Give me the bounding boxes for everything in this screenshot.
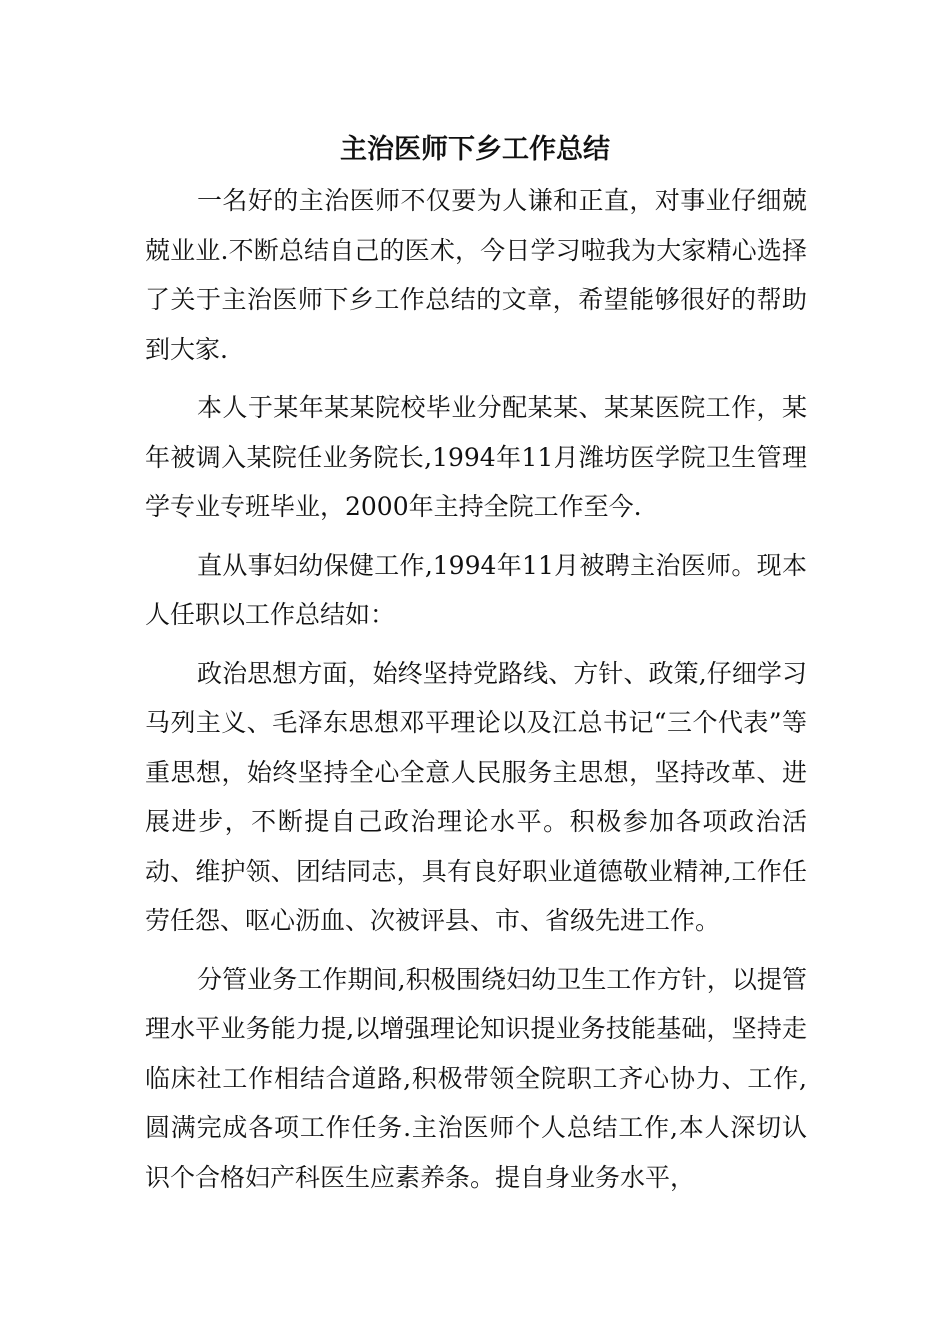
paragraph-political: 政治思想方面，始终坚持党路线、方针、政策,仔细学习马列主义、毛泽东思想邓平理论以及江总书记“三个代表”等重思想，始终坚持全心全意人民服务主思想，坚持改革、进展进步，不断提自己政治理论水平。积极参加各项政治活动、维护领、团结同志，具有良好职业道德敬业精神,工作任劳任怨、呕心沥血、次被评县、市、省级先进工作。 xyxy=(145,658,807,935)
paragraph-management: 分管业务工作期间,积极围绕妇幼卫生工作方针，以提管理水平业务能力提,以增强理论知识提业务技能基础，坚持走临床社工作相结合道路,积极带领全院职工齐心协力、工作,圆满完成各项工作任务.主治医师个人总结工作,本人深切认识个合格妇产科医生应素养条。提自身业务水平， xyxy=(145,964,807,1192)
paragraph-position: 直从事妇幼保健工作,1994年11月被聘主治医师。现本人任职以工作总结如： xyxy=(145,550,807,629)
document-body xyxy=(145,176,807,1202)
paragraph-background: 本人于某年某某院校毕业分配某某、某某医院工作，某年被调入某院任业务院长,1994年11月潍坊医学院卫生管理学专业专班毕业，2000年主持全院工作至今. xyxy=(145,393,807,521)
paragraph-intro: 一名好的主治医师不仅要为人谦和正直，对事业仔细兢兢业业.不断总结自己的医术，今日学习啦我为大家精心选择了关于主治医师下乡工作总结的文章，希望能够很好的帮助到大家. xyxy=(145,186,807,364)
document-title: 主治医师下乡工作总结 xyxy=(340,134,610,165)
